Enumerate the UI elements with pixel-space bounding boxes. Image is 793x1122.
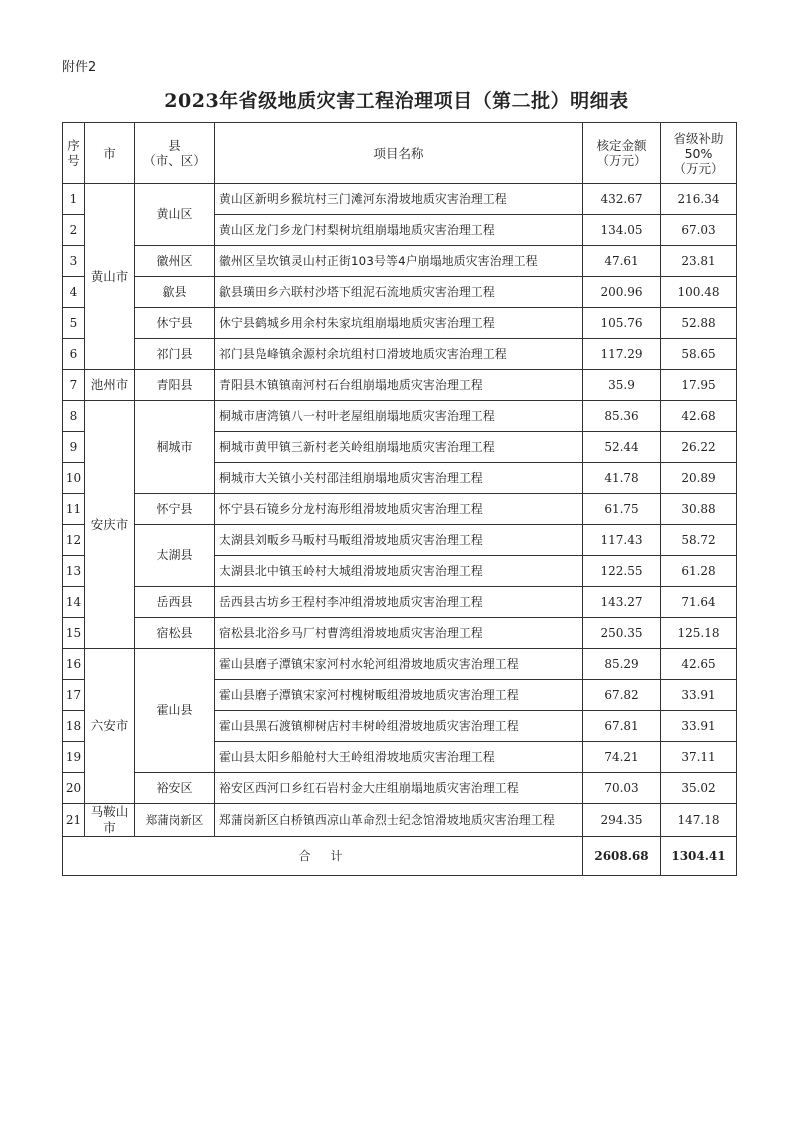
subsidy-cell: 58.65 [661, 339, 737, 370]
amount-cell: 250.35 [583, 618, 661, 649]
subsidy-cell: 216.34 [661, 184, 737, 215]
project-name: 岳西县古坊乡王程村李冲组滑坡地质灾害治理工程 [215, 587, 583, 618]
amount-cell: 134.05 [583, 215, 661, 246]
city-cell: 池州市 [85, 370, 135, 401]
project-name: 徽州区呈坎镇灵山村正街103号等4户崩塌地质灾害治理工程 [215, 246, 583, 277]
amount-cell: 432.67 [583, 184, 661, 215]
subsidy-cell: 33.91 [661, 680, 737, 711]
amount-cell: 200.96 [583, 277, 661, 308]
table-row [63, 618, 737, 649]
subsidy-cell: 20.89 [661, 463, 737, 494]
row-index: 15 [63, 618, 85, 649]
project-name: 黄山区龙门乡龙门村梨树坑组崩塌地质灾害治理工程 [215, 215, 583, 246]
table-row [63, 277, 737, 308]
amount-cell: 70.03 [583, 773, 661, 804]
header-county: 县 （市、区） [135, 123, 215, 184]
header-city: 市 [85, 123, 135, 184]
project-name: 歙县璜田乡六联村沙塔下组泥石流地质灾害治理工程 [215, 277, 583, 308]
amount-cell: 52.44 [583, 432, 661, 463]
row-index: 9 [63, 432, 85, 463]
row-index: 12 [63, 525, 85, 556]
amount-cell: 41.78 [583, 463, 661, 494]
table-row [63, 773, 737, 804]
table-row [63, 525, 737, 556]
subsidy-cell: 147.18 [661, 804, 737, 837]
project-name: 霍山县磨子潭镇宋家河村水轮河组滑坡地质灾害治理工程 [215, 649, 583, 680]
county-cell: 裕安区 [135, 773, 215, 804]
header-amount: 核定金额 （万元） [583, 123, 661, 184]
county-cell: 太湖县 [135, 525, 215, 587]
subsidy-cell: 17.95 [661, 370, 737, 401]
row-index: 1 [63, 184, 85, 215]
project-name: 霍山县磨子潭镇宋家河村槐树畈组滑坡地质灾害治理工程 [215, 680, 583, 711]
project-name: 桐城市黄甲镇三新村老关岭组崩塌地质灾害治理工程 [215, 432, 583, 463]
county-cell: 祁门县 [135, 339, 215, 370]
project-name: 桐城市唐湾镇八一村叶老屋组崩塌地质灾害治理工程 [215, 401, 583, 432]
subsidy-cell: 52.88 [661, 308, 737, 339]
amount-cell: 294.35 [583, 804, 661, 837]
project-name: 霍山县黑石渡镇柳树店村丰树岭组滑坡地质灾害治理工程 [215, 711, 583, 742]
project-name: 休宁县鹤城乡用余村朱家坑组崩塌地质灾害治理工程 [215, 308, 583, 339]
county-cell: 桐城市 [135, 401, 215, 494]
amount-cell: 105.76 [583, 308, 661, 339]
project-name: 祁门县凫峰镇余源村余坑组村口滑坡地质灾害治理工程 [215, 339, 583, 370]
row-index: 19 [63, 742, 85, 773]
total-label: 合 计 [63, 837, 583, 876]
row-index: 6 [63, 339, 85, 370]
county-cell: 岳西县 [135, 587, 215, 618]
row-index: 4 [63, 277, 85, 308]
table-row [63, 494, 737, 525]
project-table [62, 122, 737, 876]
county-cell: 休宁县 [135, 308, 215, 339]
project-name: 太湖县北中镇玉岭村大城组滑坡地质灾害治理工程 [215, 556, 583, 587]
city-cell: 马鞍山市 [85, 804, 135, 837]
county-cell: 怀宁县 [135, 494, 215, 525]
subsidy-cell: 42.65 [661, 649, 737, 680]
amount-cell: 67.81 [583, 711, 661, 742]
header-row [63, 123, 737, 184]
county-cell: 黄山区 [135, 184, 215, 246]
project-name: 怀宁县石镜乡分龙村海形组滑坡地质灾害治理工程 [215, 494, 583, 525]
city-cell: 六安市 [85, 649, 135, 804]
subsidy-cell: 71.64 [661, 587, 737, 618]
amount-cell: 35.9 [583, 370, 661, 401]
row-index: 13 [63, 556, 85, 587]
table-row [63, 804, 737, 837]
project-name: 霍山县太阳乡船舱村大王岭组滑坡地质灾害治理工程 [215, 742, 583, 773]
subsidy-cell: 33.91 [661, 711, 737, 742]
table-row [63, 184, 737, 215]
subsidy-cell: 26.22 [661, 432, 737, 463]
table-row [63, 587, 737, 618]
city-cell: 安庆市 [85, 401, 135, 649]
table-row [63, 401, 737, 432]
amount-cell: 85.29 [583, 649, 661, 680]
project-name: 太湖县刘畈乡马畈村马畈组滑坡地质灾害治理工程 [215, 525, 583, 556]
table-row [63, 370, 737, 401]
table-row [63, 308, 737, 339]
city-cell: 黄山市 [85, 184, 135, 370]
county-cell: 歙县 [135, 277, 215, 308]
project-name: 裕安区西河口乡红石岩村金大庄组崩塌地质灾害治理工程 [215, 773, 583, 804]
table-row [63, 339, 737, 370]
subsidy-cell: 30.88 [661, 494, 737, 525]
table-row [63, 649, 737, 680]
project-name: 黄山区新明乡猴坑村三门滩河东滑坡地质灾害治理工程 [215, 184, 583, 215]
row-index: 5 [63, 308, 85, 339]
header-project: 项目名称 [215, 123, 583, 184]
header-seq: 序号 [63, 123, 85, 184]
subsidy-cell: 37.11 [661, 742, 737, 773]
subsidy-cell: 35.02 [661, 773, 737, 804]
row-index: 10 [63, 463, 85, 494]
total-subsidy: 1304.41 [661, 837, 737, 876]
row-index: 16 [63, 649, 85, 680]
county-cell: 霍山县 [135, 649, 215, 773]
row-index: 20 [63, 773, 85, 804]
project-name: 宿松县北浴乡马厂村曹湾组滑坡地质灾害治理工程 [215, 618, 583, 649]
amount-cell: 47.61 [583, 246, 661, 277]
county-cell: 郑蒲岗新区 [135, 804, 215, 837]
row-index: 3 [63, 246, 85, 277]
header-subsidy: 省级补助 50% （万元） [661, 123, 737, 184]
subsidy-cell: 42.68 [661, 401, 737, 432]
county-cell: 徽州区 [135, 246, 215, 277]
total-amount: 2608.68 [583, 837, 661, 876]
row-index: 11 [63, 494, 85, 525]
project-name: 桐城市大关镇小关村邵洼组崩塌地质灾害治理工程 [215, 463, 583, 494]
amount-cell: 61.75 [583, 494, 661, 525]
page-title: 2023年省级地质灾害工程治理项目（第二批）明细表 [164, 90, 629, 112]
county-cell: 宿松县 [135, 618, 215, 649]
amount-cell: 122.55 [583, 556, 661, 587]
county-cell: 青阳县 [135, 370, 215, 401]
total-row [63, 837, 737, 876]
subsidy-cell: 67.03 [661, 215, 737, 246]
row-index: 8 [63, 401, 85, 432]
amount-cell: 67.82 [583, 680, 661, 711]
subsidy-cell: 61.28 [661, 556, 737, 587]
amount-cell: 117.29 [583, 339, 661, 370]
amount-cell: 117.43 [583, 525, 661, 556]
amount-cell: 85.36 [583, 401, 661, 432]
row-index: 18 [63, 711, 85, 742]
table-row [63, 246, 737, 277]
row-index: 2 [63, 215, 85, 246]
row-index: 21 [63, 804, 85, 837]
row-index: 7 [63, 370, 85, 401]
project-name: 青阳县木镇镇南河村石台组崩塌地质灾害治理工程 [215, 370, 583, 401]
row-index: 14 [63, 587, 85, 618]
subsidy-cell: 58.72 [661, 525, 737, 556]
amount-cell: 74.21 [583, 742, 661, 773]
project-name: 郑蒲岗新区白桥镇西凉山革命烈士纪念馆滑坡地质灾害治理工程 [215, 804, 583, 837]
amount-cell: 143.27 [583, 587, 661, 618]
subsidy-cell: 125.18 [661, 618, 737, 649]
attachment-label: 附件2 [62, 60, 97, 75]
subsidy-cell: 100.48 [661, 277, 737, 308]
row-index: 17 [63, 680, 85, 711]
subsidy-cell: 23.81 [661, 246, 737, 277]
